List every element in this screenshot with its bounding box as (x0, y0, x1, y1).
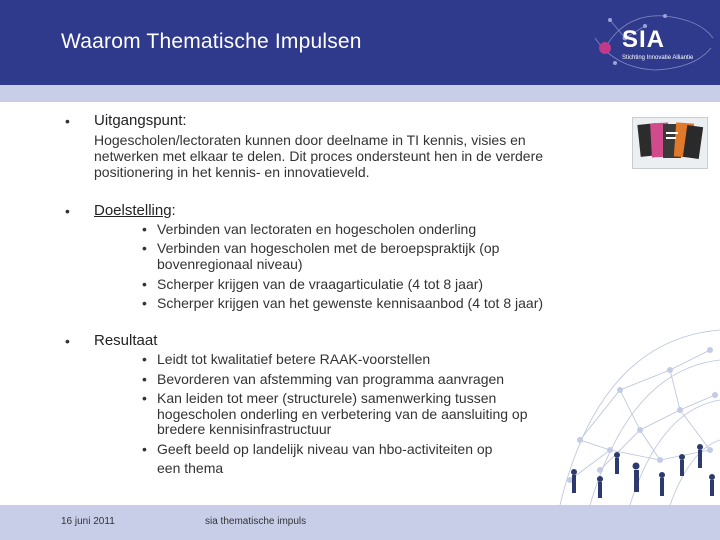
section-body-line: Hogescholen/lectoraten kunnen door deelname in TI kennis, visies en (94, 132, 526, 148)
sub-bullet-marker: • (142, 276, 147, 292)
section-heading-doelstelling (94, 203, 176, 219)
list-item: Kan leiden tot meer (structurele) samenwerking tussen (157, 390, 497, 406)
sub-bullet-marker: • (142, 371, 147, 387)
footer-date: 16 juni 2011 (61, 516, 115, 527)
list-item: Scherper krijgen van de vraagarticulatie (4 tot 8 jaar) (157, 276, 484, 292)
book-covers-image (632, 117, 708, 169)
bullet-marker: • (65, 333, 70, 349)
bullet-marker: • (65, 203, 70, 219)
list-item: Verbinden van hogescholen met de beroepspraktijk (op (157, 240, 500, 256)
section-heading-resultaat: Resultaat (94, 332, 158, 349)
slide-title: Waarom Thematische Impulsen (61, 30, 362, 53)
sub-bullet-marker: • (142, 221, 147, 237)
logo-text: SIA (622, 26, 666, 53)
list-item: Scherper krijgen van het gewenste kennisaanbod (4 tot 8 jaar) (157, 295, 544, 311)
network-globe-image (520, 300, 720, 515)
sub-bullet-marker: • (142, 240, 147, 256)
sub-bullet-marker: • (142, 441, 147, 457)
logo-subtitle: Stichting Innovatie Alliantie (622, 55, 694, 61)
title-bar-strip (0, 85, 720, 102)
sub-bullet-marker: • (142, 295, 147, 311)
list-item-continuation: een thema (157, 460, 224, 476)
section-heading-uitgangspunt: Uitgangspunt: (94, 112, 187, 129)
heading-text: Doelstelling (94, 202, 172, 219)
bullet-marker: • (65, 113, 70, 129)
list-item: Bevorderen van afstemming van programma aanvragen (157, 371, 505, 387)
list-item-continuation: bredere kennisinfrastructuur (157, 421, 332, 437)
section-body-line: netwerken met elkaar te delen. Dit proces ondersteunt hen in de verdere (94, 148, 544, 164)
heading-suffix: : (171, 202, 176, 219)
list-item: Verbinden van lectoraten en hogescholen onderling (157, 221, 477, 237)
book-covers-graphic (633, 118, 707, 168)
sub-bullet-marker: • (142, 351, 147, 367)
footer-title: sia thematische impuls (205, 516, 307, 527)
list-item-continuation: hogescholen onderling en verbetering van de aansluiting op (157, 406, 528, 422)
list-item: Leidt tot kwalitatief betere RAAK-voorstellen (157, 351, 431, 367)
list-item-continuation: bovenregionaal niveau) (157, 256, 303, 272)
list-item: Geeft beeld op landelijk niveau van hbo-activiteiten op (157, 441, 493, 457)
section-body-line: positionering in het kennis- en innovatieveld. (94, 164, 370, 180)
sub-bullet-marker: • (142, 390, 147, 406)
